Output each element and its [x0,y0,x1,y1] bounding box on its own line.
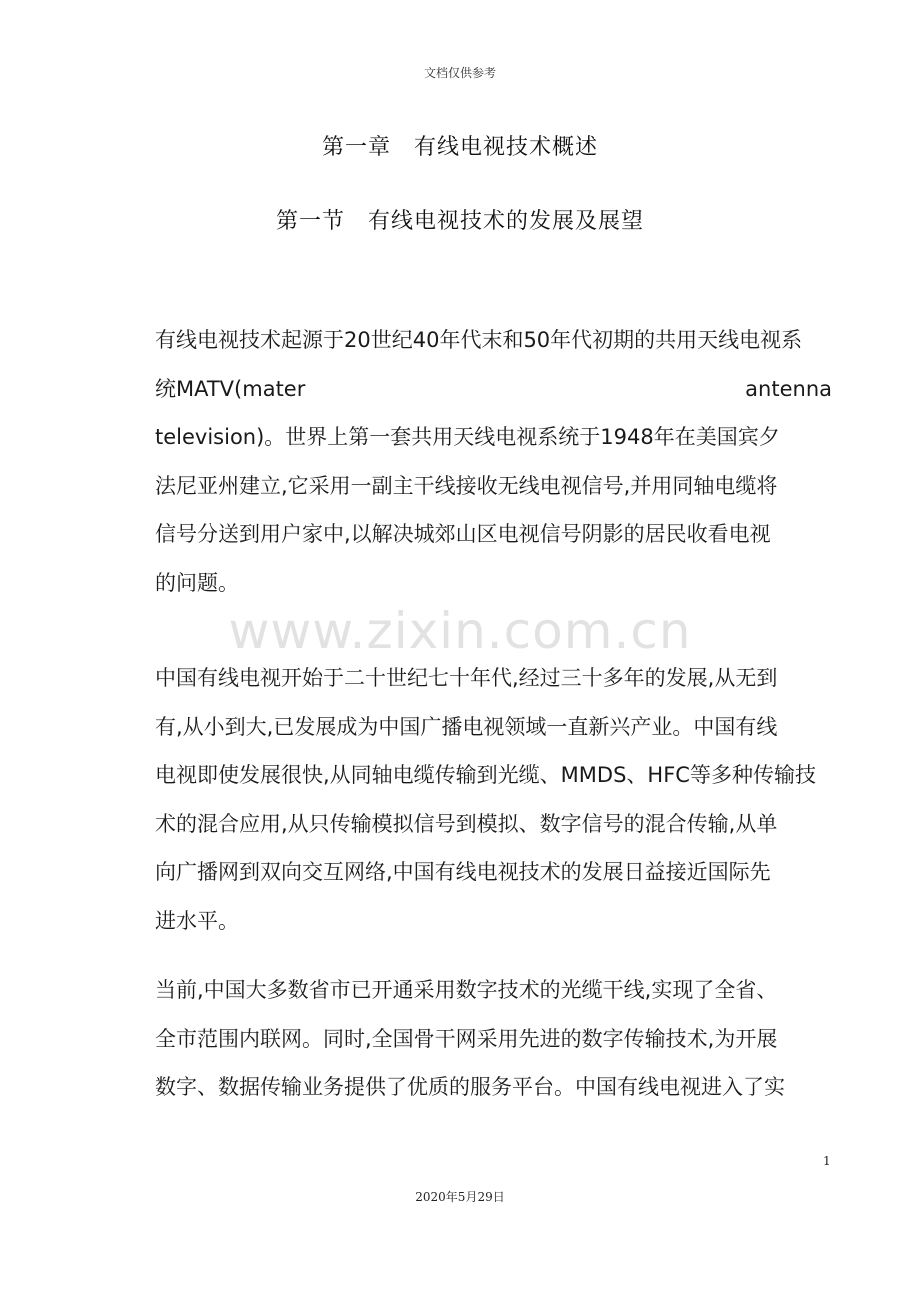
paragraph-line-left: 统MATV(mater [155,376,306,401]
paragraph-line: 当前,中国大多数省市已开通采用数字技术的光缆干线,实现了全省、 [155,978,778,1002]
paragraph-line: 数字、数据传输业务提供了优质的服务平台。中国有线电视进入了实 [155,1075,785,1099]
paragraph-line: 有,从小到大,已发展成为中国广播电视领域一直新兴产业。中国有线 [155,714,778,739]
section-title: 第一节 有线电视技术的发展及展望 [275,209,644,234]
paragraph-2 [155,654,832,945]
paragraph-line: 电视即使发展很快,从同轴电缆传输到光缆、MMDS、HFC等多种传输技 [155,763,816,787]
paragraph-line: 法尼亚州建立,它采用一副主干线接收无线电视信号,并用同轴电缆将 [155,473,778,498]
watermark: www.zixin.com.cn [228,602,692,660]
paragraph-line: 有线电视技术起源于20世纪40年代末和50年代初期的共用天线电视系 [155,328,803,352]
paragraph-1 [155,316,832,607]
paragraph-line: 术的混合应用,从只传输模拟信号到模拟、数字信号的混合传输,从单 [155,811,778,836]
paragraph-line [155,365,832,414]
paragraph-line-right: antenna [745,376,832,401]
document-header: 文档仅供参考 [423,66,496,80]
paragraph-line: 中国有线电视开始于二十世纪七十年代,经过三十多年的发展,从无到 [155,666,778,690]
paragraph-line: 向广播网到双向交互网络,中国有线电视技术的发展日益接近国际先 [155,860,771,884]
footer-date: 2020年5月29日 [415,1190,505,1204]
paragraph-line: 进水平。 [155,908,239,933]
chapter-title: 第一章 有线电视技术概述 [321,135,598,160]
paragraph-line: 全市范围内联网。同时,全国骨干网采用先进的数字传输技术,为开展 [155,1026,778,1051]
paragraph-3 [155,966,832,1112]
paragraph-line: 信号分送到用户家中,以解决城郊山区电视信号阴影的居民收看电视 [155,522,771,546]
page-number: 1 [823,1154,831,1168]
paragraph-line: television)。世界上第一套共用天线电视系统于1948年在美国宾夕 [155,425,780,449]
paragraph-line: 的问题。 [155,570,239,595]
